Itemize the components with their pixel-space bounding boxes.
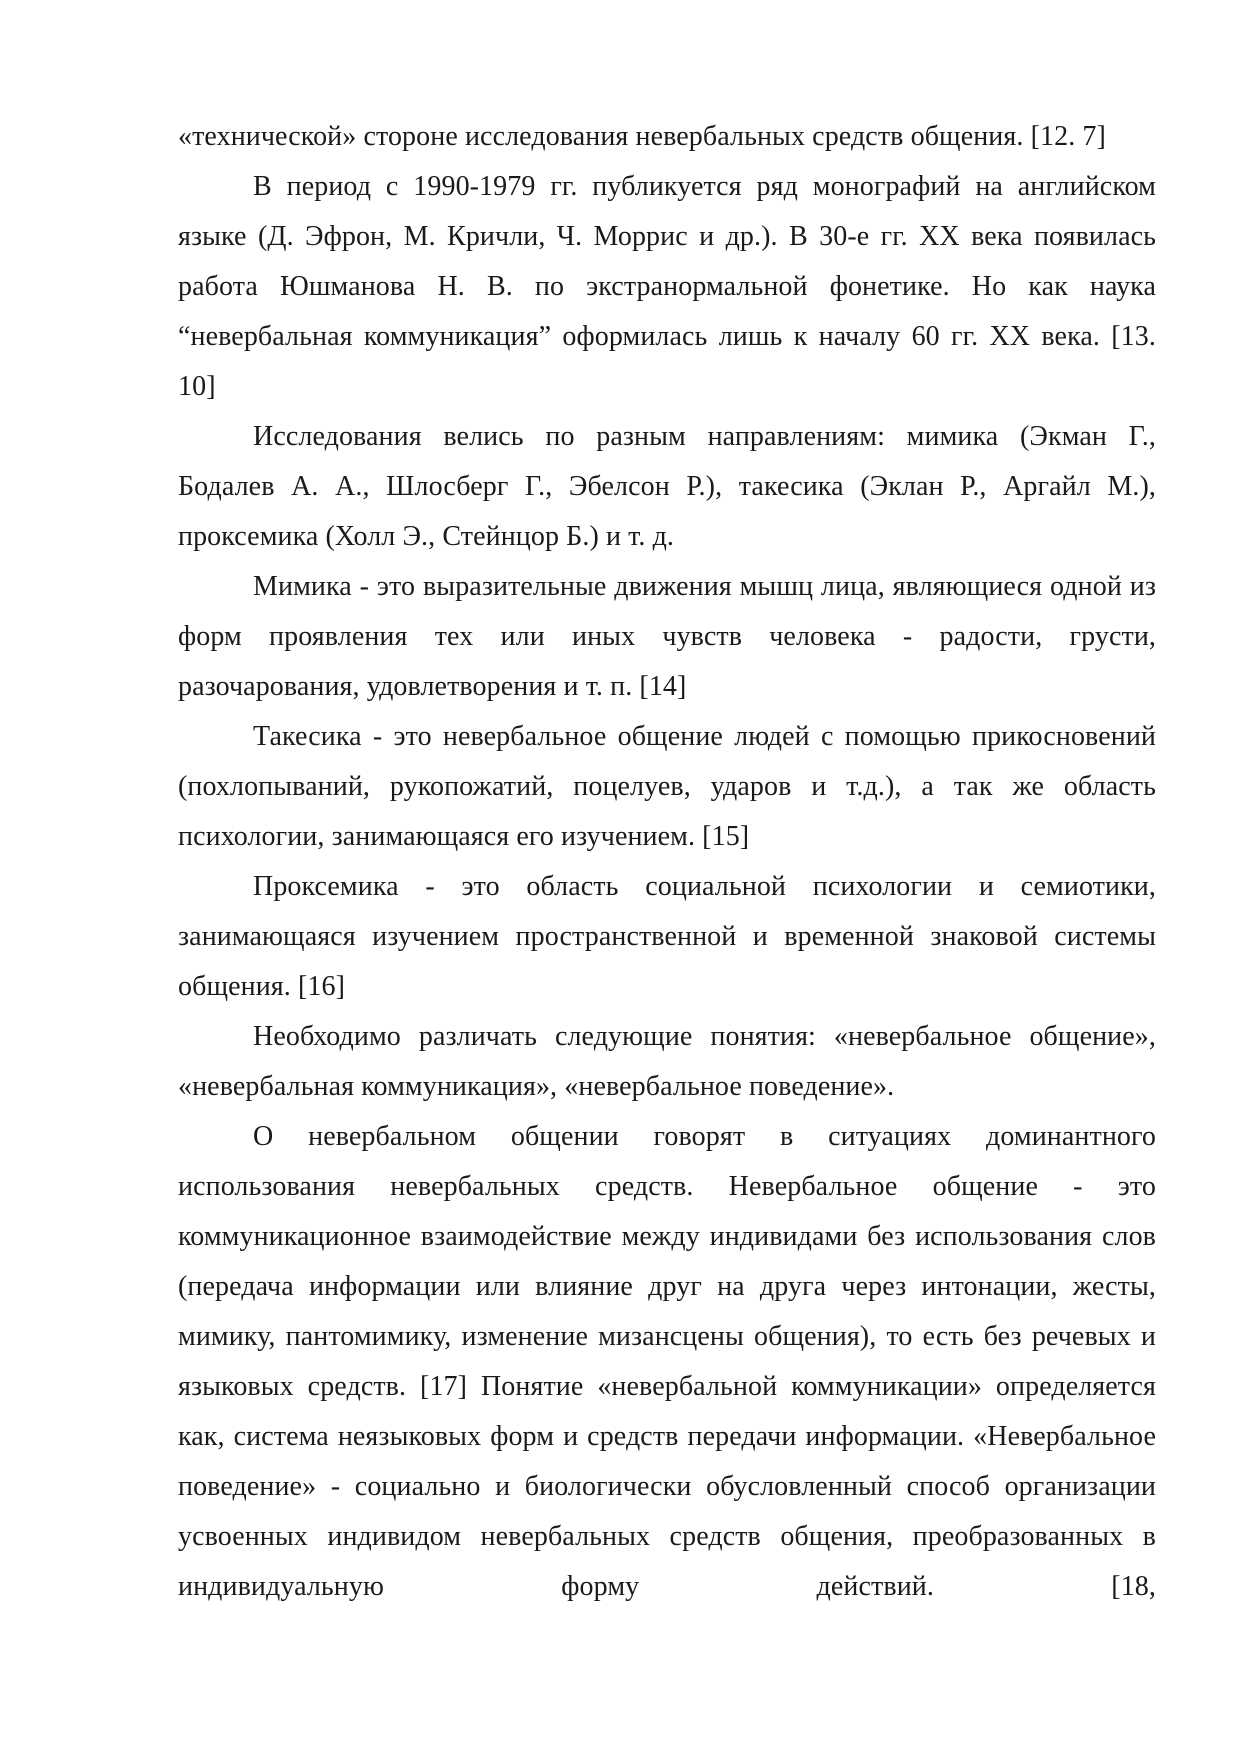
paragraph-takesics: Такесика - это невербальное общение людей с помощью прикосновений (похлопываний, рукопожатий, поцелуев, ударов и т.д.), а так же область психологии, занимающаяся его изучением. [15]: [178, 721, 1156, 852]
paragraph-concepts: Необходимо различать следующие понятия: «невербальное общение», «невербальная коммуникация», «невербальное поведение».: [178, 1021, 1156, 1102]
paragraph-research-directions: Исследования велись по разным направлениям: мимика (Экман Г., Бодалев А. А., Шлосберг Г., Эбелсон Р.), такесика (Эклан Р., Аргайл М.), проксемика (Холл Э., Стейнцор Б.) и т. д.: [178, 421, 1156, 552]
paragraph-proxemics: Проксемика - это область социальной психологии и семиотики, занимающаяся изучением пространственной и временной знаковой системы общения. [16]: [178, 871, 1156, 1002]
paragraph-nonverbal-communication: О невербальном общении говорят в ситуациях доминантного использования невербальных средств. Невербальное общение - это коммуникационное взаимодействие между индивидами без использования слов (передача информации или влияние друг на друга через интонации, жесты, мимику, пантомимику, изменение мизансцены общения), то есть без речевых и языковых средств. [17] Понятие «невербальной коммуникации» определяется как, система неязыковых форм и средств передачи информации. «Невербальное поведение» - социально и биологически обусловленный способ организации усвоенных индивидом невербальных средств общения, преобразованных в индивидуальную форму действий. [18,: [178, 1121, 1156, 1602]
paragraph-continuation: «технической» стороне исследования невербальных средств общения. [12. 7]: [178, 121, 1106, 152]
document-page: [178, 112, 1156, 1612]
paragraph-mimicry: Мимика - это выразительные движения мышц лица, являющиеся одной из форм проявления тех или иных чувств человека - радости, грусти, разочарования, удовлетворения и т. п. [14]: [178, 571, 1156, 702]
paragraph-history: В период с 1990-1979 гг. публикуется ряд монографий на английском языке (Д. Эфрон, М. Кричли, Ч. Моррис и др.). В 30-е гг. XX века появилась работа Юшманова Н. В. по экстранормальной фонетике. Но как наука “невербальная коммуникация” оформилась лишь к началу 60 гг. XX века. [13. 10]: [178, 171, 1156, 402]
